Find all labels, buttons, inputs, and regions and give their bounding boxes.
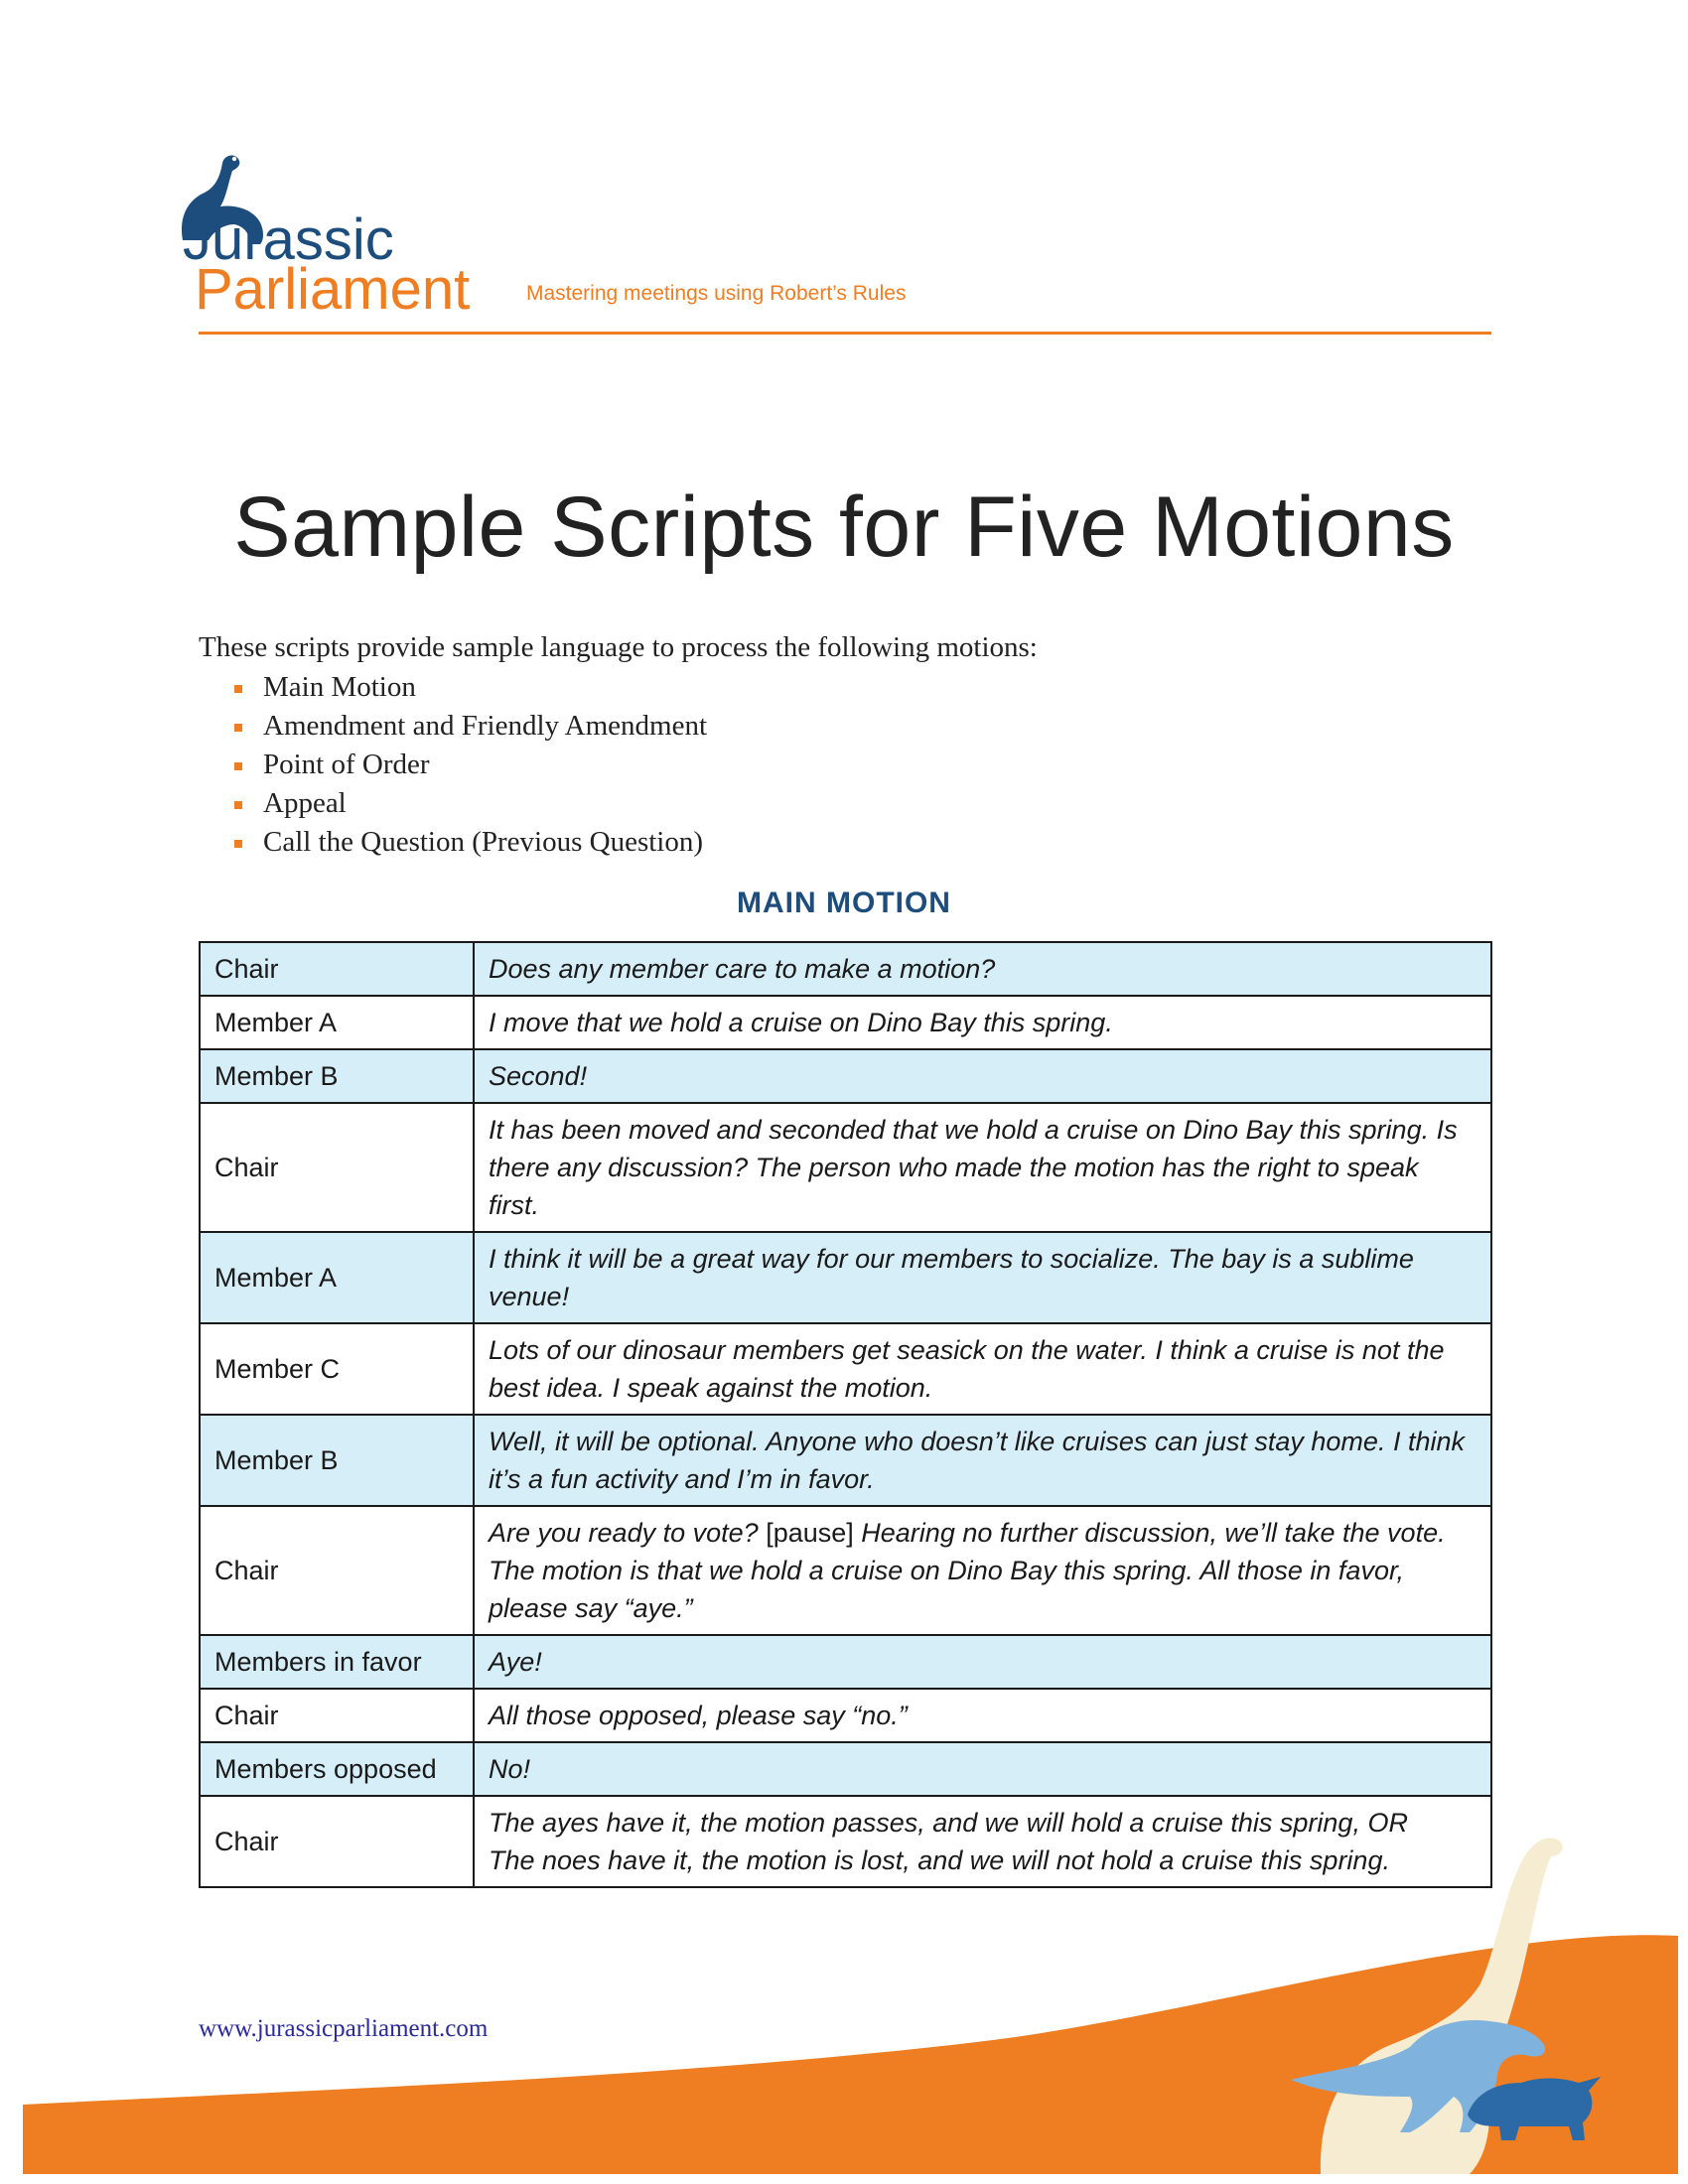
- script-line-cell: No!: [474, 1742, 1491, 1796]
- list-item: [228, 749, 707, 787]
- logo: [165, 149, 492, 322]
- speaker-cell: Member A: [200, 996, 474, 1049]
- script-line-cell: Second!: [474, 1049, 1491, 1103]
- script-line-cell: I move that we hold a cruise on Dino Bay this spring.: [474, 996, 1491, 1049]
- table-row: [200, 1635, 1491, 1689]
- bullet-icon: [234, 685, 242, 693]
- speaker-cell: Chair: [200, 1506, 474, 1635]
- website-link[interactable]: www.jurassicparliament.com: [199, 2015, 489, 2042]
- table-row: [200, 1232, 1491, 1323]
- table-row: [200, 1103, 1491, 1232]
- speaker-cell: Chair: [200, 1689, 474, 1742]
- list-item-label: Amendment and Friendly Amendment: [263, 710, 708, 742]
- script-line-cell: It has been moved and seconded that we hold a cruise on Dino Bay this spring. Is there any discussion? The person who made the motion has the right to speak first.: [474, 1103, 1491, 1232]
- speaker-cell: Member C: [200, 1323, 474, 1415]
- list-item-label: Main Motion: [263, 671, 416, 703]
- script-line-part: Are you ready to vote?: [489, 1518, 759, 1548]
- footer-dinosaur-illustration: [0, 1817, 1688, 2184]
- list-item: [228, 826, 707, 865]
- speaker-cell: Chair: [200, 942, 474, 996]
- table-row: [200, 1415, 1491, 1506]
- script-line-part: The noes have it, the motion is lost, and we will not hold a cruise this spring.: [489, 1845, 1390, 1875]
- script-line-cell: I think it will be a great way for our members to socialize. The bay is a sublime venue!: [474, 1232, 1491, 1323]
- motion-list: [228, 671, 707, 865]
- list-item-label: Point of Order: [263, 749, 430, 780]
- list-item: [228, 671, 707, 710]
- table-row: [200, 1689, 1491, 1742]
- list-item: [228, 787, 707, 826]
- script-table: [199, 941, 1492, 1888]
- script-line-part: Hearing no further discussion, we’ll take the vote. The motion is that we hold a cruise on Dino Bay this spring. All those in favor, please say “aye.”: [489, 1518, 1446, 1623]
- speaker-cell: Member A: [200, 1232, 474, 1323]
- table-row: [200, 1049, 1491, 1103]
- table-row: [200, 942, 1491, 996]
- speaker-cell: Member B: [200, 1049, 474, 1103]
- script-line-cell: [474, 1506, 1491, 1635]
- table-row: [200, 996, 1491, 1049]
- bullet-icon: [234, 724, 242, 732]
- speaker-cell: Members in favor: [200, 1635, 474, 1689]
- bullet-icon: [234, 840, 242, 848]
- speaker-cell: Members opposed: [200, 1742, 474, 1796]
- speaker-cell: Chair: [200, 1796, 474, 1887]
- table-row: [200, 1323, 1491, 1415]
- page-title: Sample Scripts for Five Motions: [233, 479, 1455, 575]
- logo-wordmark-jurassic: Jurassic: [183, 207, 394, 272]
- script-line-cell: Lots of our dinosaur members get seasick on the water. I think a cruise is not the best idea. I speak against the motion.: [474, 1323, 1491, 1415]
- header-divider: [199, 332, 1491, 335]
- tagline: Mastering meetings using Robert’s Rules: [526, 282, 907, 305]
- list-item-label: Appeal: [263, 787, 347, 819]
- bullet-icon: [234, 762, 242, 770]
- list-item: [228, 710, 707, 749]
- bullet-icon: [234, 801, 242, 809]
- list-item-label: Call the Question (Previous Question): [263, 826, 704, 858]
- pterodactyl-icon: [1551, 1916, 1584, 1934]
- script-line-part: The ayes have it, the motion passes, and we will hold a cruise this spring, OR: [489, 1808, 1408, 1838]
- script-line-cell: Does any member care to make a motion?: [474, 942, 1491, 996]
- pause-note: [pause]: [766, 1518, 854, 1548]
- speaker-cell: Member B: [200, 1415, 474, 1506]
- logo-wordmark-parliament: Parliament: [195, 257, 471, 322]
- section-heading: MAIN MOTION: [737, 887, 951, 919]
- intro-text: These scripts provide sample language to process the following motions:: [199, 631, 1038, 663]
- script-line-cell: All those opposed, please say “no.”: [474, 1689, 1491, 1742]
- script-line-cell: Well, it will be optional. Anyone who doesn’t like cruises can just stay home. I think it’s a fun activity and I’m in favor.: [474, 1415, 1491, 1506]
- table-row: [200, 1742, 1491, 1796]
- script-line-cell: Aye!: [474, 1635, 1491, 1689]
- table-row: [200, 1506, 1491, 1635]
- speaker-cell: Chair: [200, 1103, 474, 1232]
